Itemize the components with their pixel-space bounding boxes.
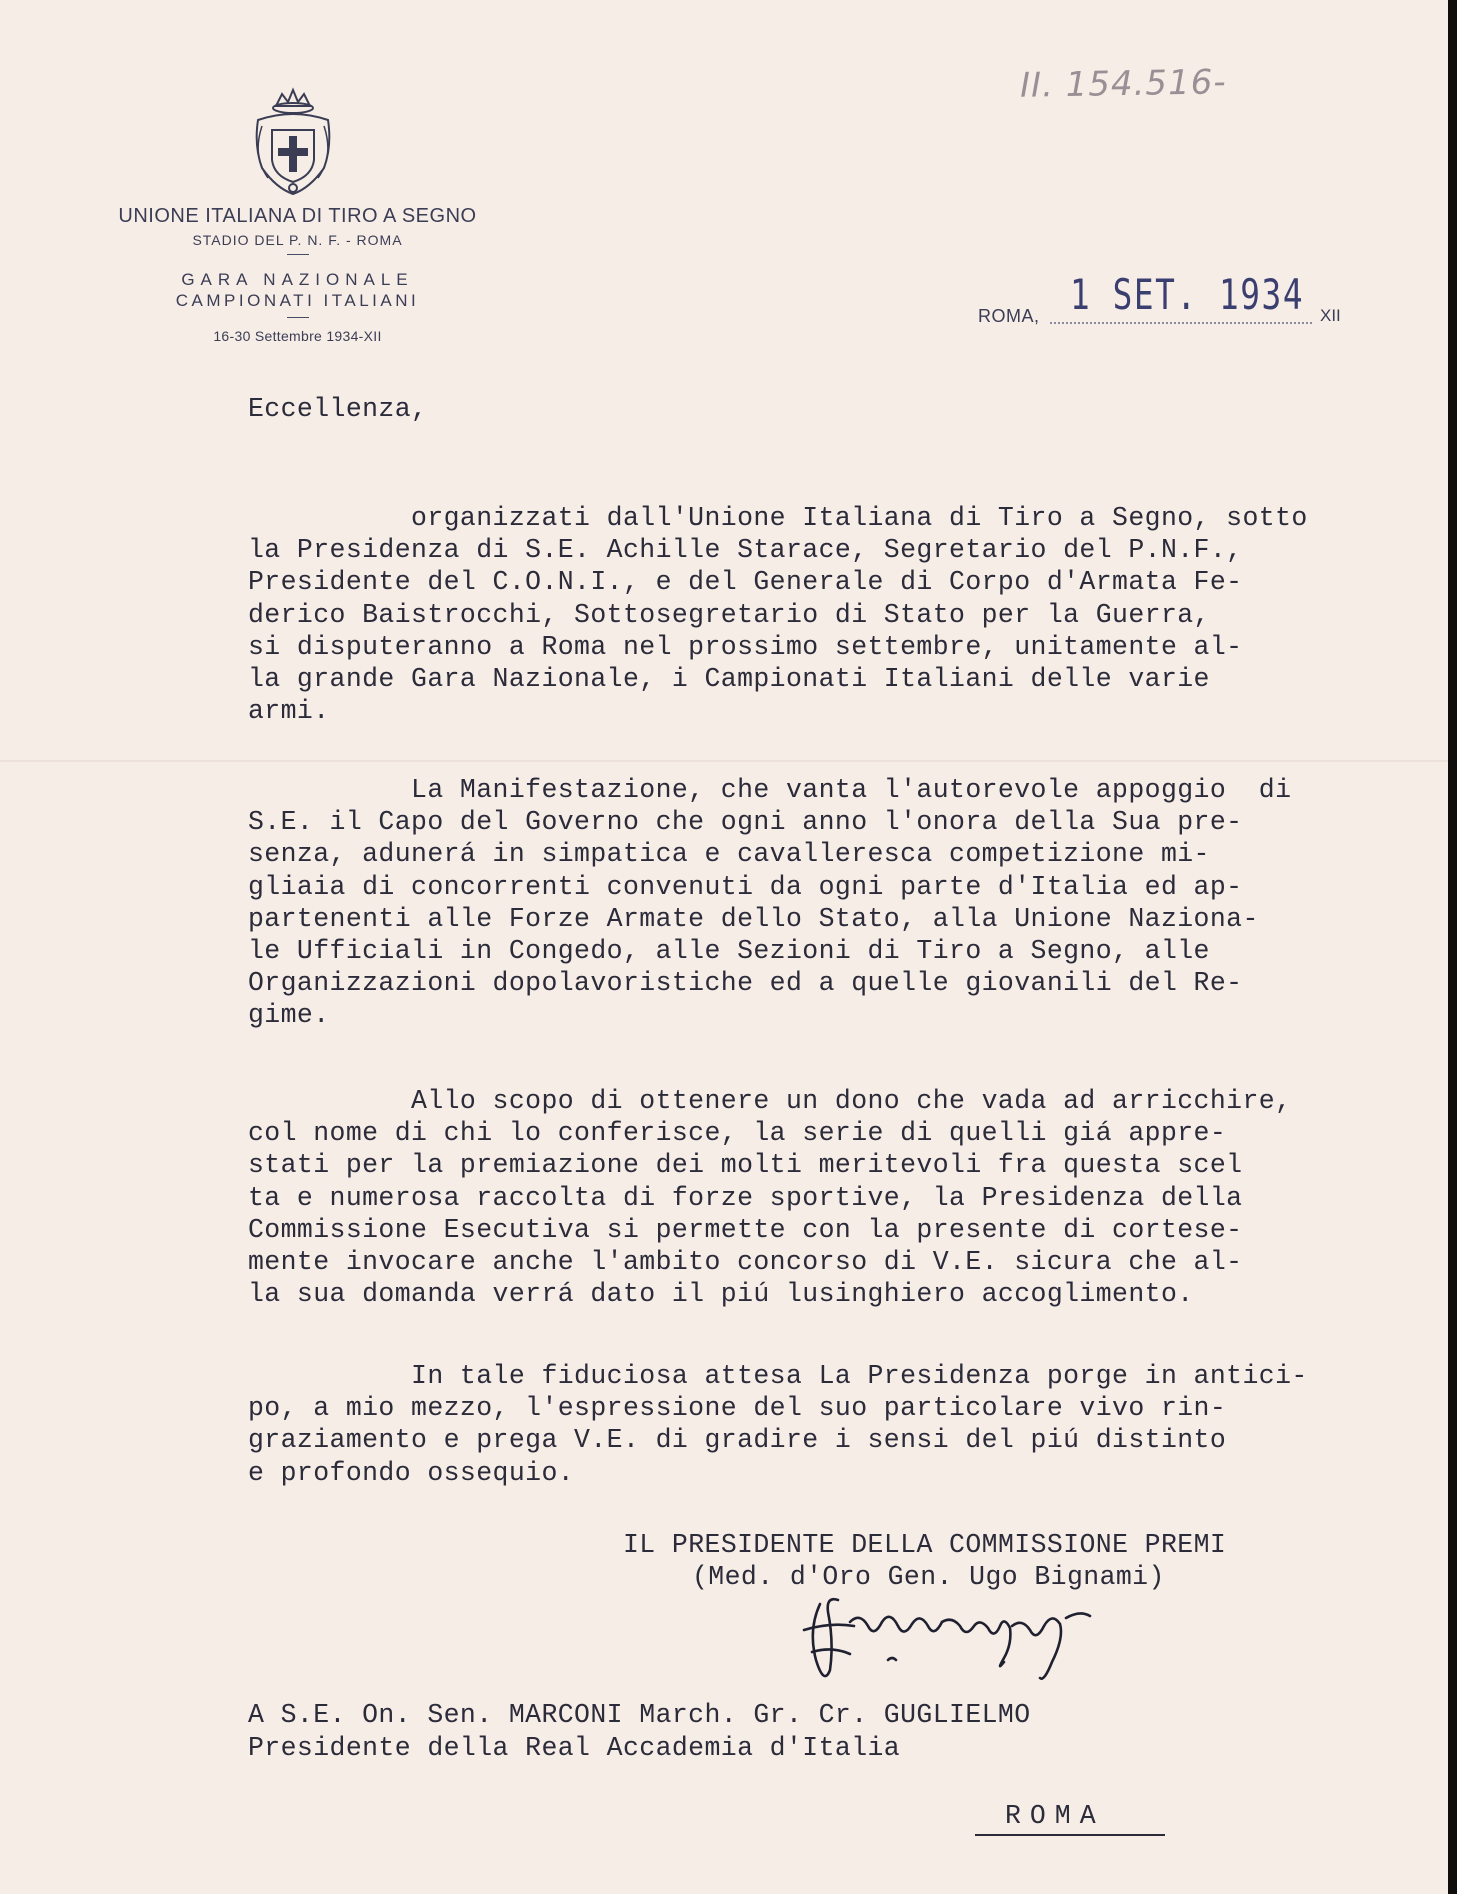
recipient-line1: A S.E. On. Sen. MARCONI March. Gr. Cr. GUGLIELMO <box>248 1700 1031 1730</box>
archive-number: II. 154.516- <box>1019 62 1227 106</box>
letterhead-event-line2: CAMPIONATI ITALIANI <box>175 291 420 310</box>
handwritten-signature <box>790 1582 1110 1702</box>
letterhead-divider <box>287 254 309 255</box>
savoy-crest-icon <box>246 86 340 198</box>
scan-border <box>1448 0 1457 1894</box>
dateline-dotted-line <box>1050 322 1312 324</box>
body-paragraph: La Manifestazione, che vanta l'autorevole appoggio di S.E. il Capo del Governo che ogni anno l'onora della Sua pre- senza, adunerá in simpatica e cavalleresca competizione mi- gliaia di concorrenti convenuti da ogni parte d'Italia ed ap- partenenti alle Forze Armate dello Stato, alla Unione Naziona- le Ufficiali in Congedo, alle Sezioni di Tiro a Segno, alle Organizzazioni dopolavoristiche ed a quelle giovanili del Re- gime. <box>248 775 1292 1031</box>
dateline-place: ROMA, <box>978 306 1040 326</box>
body-paragraph: Allo scopo di ottenere un dono che vada ad arricchire, col nome di chi lo conferisce, la serie di quelli giá appre- stati per la premiazione dei molti meritevoli fra questa scel ta e numerosa raccolta di forze sportive, la Presidenza della Commissione Esecutiva si permette con la presente di cortese- mente invocare anche l'ambito concorso di V.E. sicura che al- la sua domanda verrá dato il piú lusinghiero accoglimento. <box>248 1086 1292 1310</box>
letterhead-event-line1: GARA NAZIONALE <box>181 270 414 289</box>
letterhead-dates: 16-30 Settembre 1934-XII <box>213 328 382 344</box>
body-paragraph: organizzati dall'Unione Italiana di Tiro a Segno, sotto la Presidenza di S.E. Achille Starace, Segretario del P.N.F., Presidente del C.O.N.I., e del Generale di Corpo d'Armata Fe- derico Baistrocchi, Sottosegretario di Stato per la Guerra, si disputeranno a Roma nel prossimo settembre, unitamente al- la grande Gara Nazionale, i Campionati Italiani delle varie armi. <box>248 503 1308 727</box>
letterhead-org: UNIONE ITALIANA DI TIRO A SEGNO <box>118 205 477 227</box>
signatory-title: IL PRESIDENTE DELLA COMMISSIONE PREMI <box>623 1530 1227 1560</box>
body-paragraph: In tale fiduciosa attesa La Presidenza porge in antici- po, a mio mezzo, l'espressione del suo particolare vivo rin- graziamento e prega V.E. di gradire i sensi del piú distinto e profondo ossequio. <box>248 1361 1308 1488</box>
dateline-era: XII <box>1320 306 1341 325</box>
salutation: Eccellenza, <box>248 394 428 424</box>
city-underline <box>975 1834 1165 1836</box>
recipient-city: ROMA <box>1005 1801 1105 1831</box>
letterhead-venue: STADIO DEL P. N. F. - ROMA <box>192 232 403 248</box>
recipient-line2: Presidente della Real Accademia d'Italia <box>248 1733 901 1763</box>
letterhead-divider <box>287 317 309 318</box>
signatory-name: (Med. d'Oro Gen. Ugo Bignami) <box>692 1562 1165 1592</box>
date-stamp: 1 SET. 1934 <box>1070 270 1305 319</box>
